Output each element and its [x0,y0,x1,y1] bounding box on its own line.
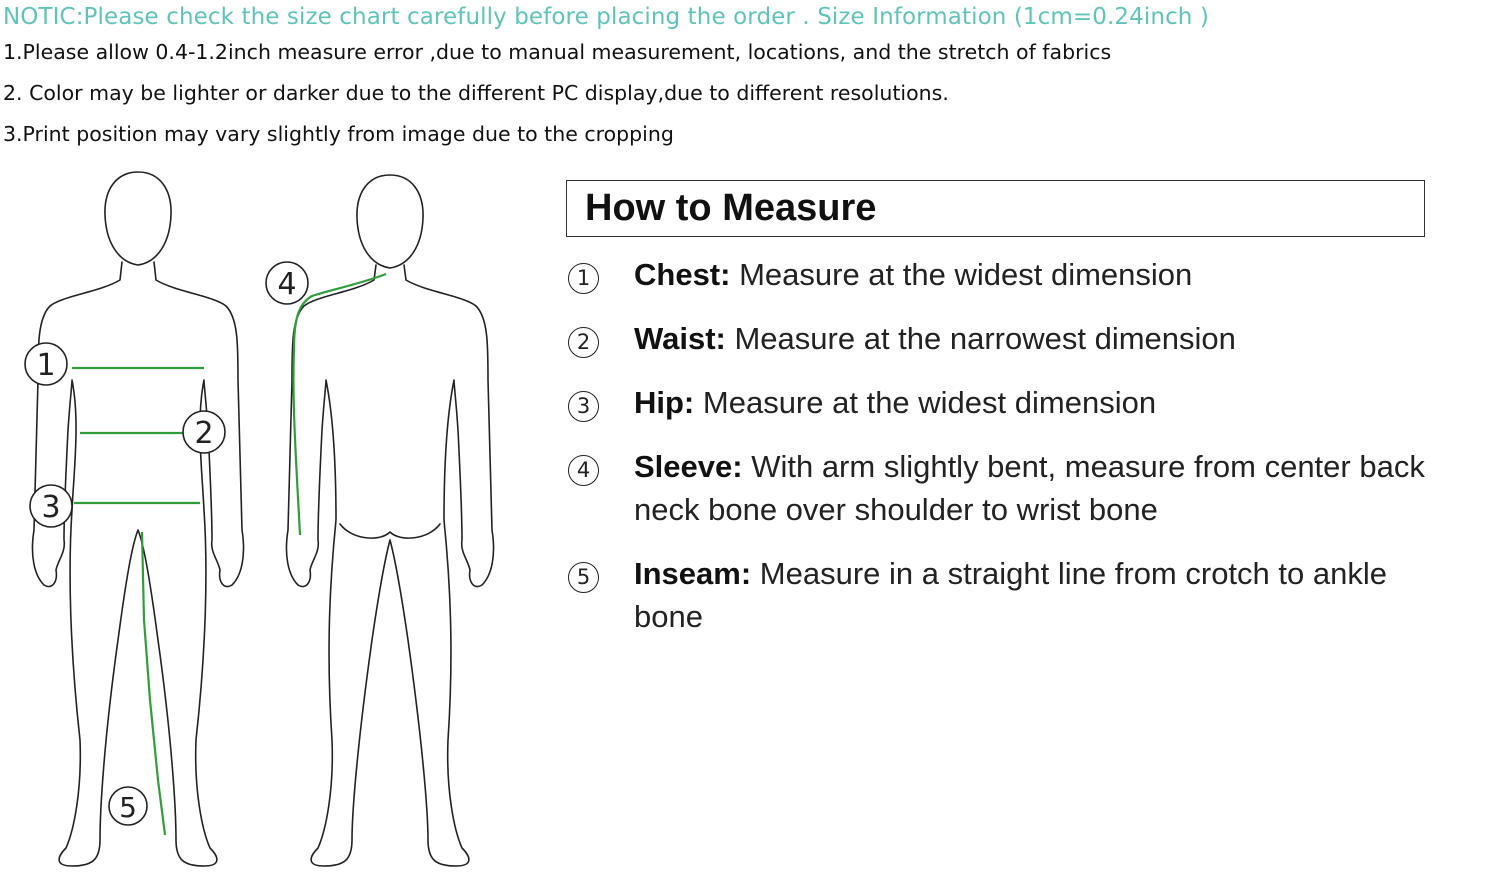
marker-hip-label: 3 [41,490,61,525]
body-measurement-figure [0,160,520,873]
item-text [634,253,1434,296]
item-text [634,381,1434,424]
item-number: 5 [568,562,599,593]
marker-sleeve-label: 4 [277,267,297,302]
item-text [634,317,1434,360]
item-description: Measure at the narrowest dimension [734,321,1236,356]
item-text [634,445,1434,531]
item-label: Inseam: [634,556,752,591]
sleeve-measure-line [293,274,386,535]
item-description: Measure at the widest dimension [739,257,1193,292]
back-figure-buttocks-line [340,524,440,538]
marker-inseam-label: 5 [119,791,137,824]
note-measure-error: 1.Please allow 0.4-1.2inch measure error ,due to manual measurement, locations, and the stretch of fabrics [3,40,1112,64]
item-number: 1 [568,263,599,294]
body-outline-illustration [0,160,520,873]
front-figure-head [105,172,171,265]
item-text [634,552,1434,638]
item-label: Waist: [634,321,726,356]
back-figure-head [357,175,423,268]
note-print-position: 3.Print position may vary slightly from image due to the cropping [3,122,674,146]
note-color: 2. Color may be lighter or darker due to the different PC display,due to different resolutions. [3,81,949,105]
item-number: 4 [568,455,599,486]
item-number: 2 [568,327,599,358]
item-description: With arm slightly bent, measure from center back neck bone over shoulder to wrist bone [634,449,1425,527]
item-label: Chest: [634,257,731,292]
how-to-measure-title: How to Measure [585,187,877,229]
back-figure-body [286,265,493,866]
marker-chest-label: 1 [36,348,56,383]
notice-text: NOTIC:Please check the size chart carefully before placing the order . Size Information (1cm=0.24inch ) [3,4,1209,30]
how-to-measure-box [566,180,1425,237]
inseam-measure-line [142,532,165,835]
item-number: 3 [568,391,599,422]
item-description: Measure at the widest dimension [702,385,1157,420]
marker-waist-label: 2 [194,416,214,451]
item-description: Measure in a straight line from crotch to ankle bone [634,556,1387,634]
item-label: Hip: [634,385,695,420]
item-label: Sleeve: [634,449,743,484]
